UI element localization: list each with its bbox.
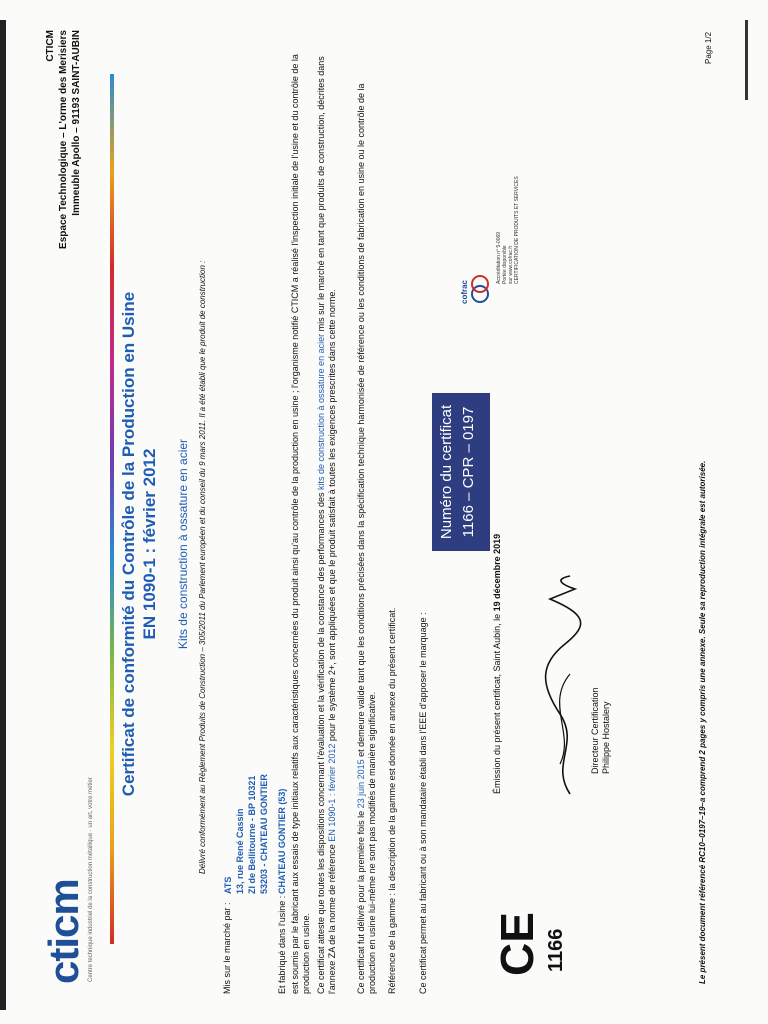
certificate-number: 1166 – CPR – 0197: [460, 406, 477, 538]
factory-location: CHATEAU GONTIER (53): [277, 788, 287, 894]
para3-first-date: 23 juin 2015: [356, 759, 366, 809]
emission-statement: [492, 534, 503, 794]
para3-text-a: Ce certificat fut délivré pour la première fois le: [356, 808, 366, 994]
paragraph-inspection: est soumis par le fabricant aux essais de type initiaux relatifs aux caractéristiques concernées du produit ainsi qu'au contrôle de la production en usine ; l'organisme notifié CTICM a réalisé l'inspection initiale de l'usine et du contrôle de la production en usine.: [290, 54, 311, 994]
manufacturer-city: 53203 - CHATEAU GONTIER: [259, 774, 269, 894]
signatory-block: [590, 687, 612, 774]
signatory-role: Directeur Certification: [590, 687, 600, 774]
paragraph-ce-marking: Ce certificat permet au fabricant ou à son mandataire établi dans l'EEE d'apposer le marquage :: [418, 612, 428, 994]
certificate-number-box: [432, 393, 490, 551]
para2-text-c: mis sur le marché en tant que produits de construction, décrites dans l'annexe ZA de la norme de référence: [316, 56, 337, 994]
certificate-number-label: Numéro du certificat: [438, 404, 455, 540]
paragraph-range-reference: Référence de la gamme : la description de la gamme est donnée en annexe du présent certificat.: [387, 607, 397, 994]
emission-date: 19 décembre 2019: [492, 533, 502, 612]
cofrac-emblem-icon: [469, 270, 491, 304]
cofrac-label: cofrac: [460, 279, 469, 304]
logo-tagline: Centre technique industriel de la construction métallique · un art, votre métier: [88, 777, 94, 982]
product-subtitle: Kits de construction à ossature en acier: [176, 438, 190, 650]
document-title: [118, 154, 160, 934]
cofrac-line-4: CERTIFICATION DE PRODUITS ET SERVICES: [514, 176, 520, 284]
footer-note: Le présent document référencé RC10–0197–19–a comprend 2 pages y compris une annexe. Seule sa reproduction intégrale est autorisée.: [698, 460, 707, 984]
signatory-name: Philippe Hostalery: [601, 701, 611, 774]
emission-text: Émission du présent certificat, Saint Aubin, le: [492, 611, 502, 794]
para2-text-a: Ce certificat atteste que toutes les dispositions concernant l'évaluation et la vérification de la constance des performances des: [316, 490, 326, 994]
para2-standard: EN 1090-1 : février 2012: [327, 743, 337, 842]
address-line-2: Immeuble Apollo – 91193 SAINT-AUBIN: [71, 30, 82, 216]
title-line-1: Certificat de conformité du Contrôle de la Production en Usine: [119, 291, 138, 797]
para2-product: kits de construction à ossature en acier: [316, 333, 326, 490]
manufacturer-zone: ZI de Bellitourne - BP 10321: [247, 775, 257, 894]
manufacturer-name: ATS: [223, 876, 233, 894]
signature: [530, 574, 590, 804]
logo-text: cticm: [40, 879, 87, 984]
paragraph-attestation: [316, 54, 338, 994]
org-name: CTICM: [45, 30, 56, 62]
header-color-strip: [110, 74, 114, 944]
manufacturer-street: 13, rue René Cassin: [235, 808, 245, 894]
cofrac-logo: [460, 270, 496, 304]
cticm-logo: [40, 879, 88, 984]
cofrac-line-3: sur www.cofrac.fr: [508, 245, 514, 284]
factory-label: Et fabriqué dans l'usine :: [277, 895, 287, 994]
ce-mark: CE: [491, 912, 543, 976]
delivered-statement: Délivré conformément au Règlement Produits de Construction – 305/2011 du Parlement européen et du conseil du 9 mars 2011. Il a été établi que le produit de construction :: [198, 260, 207, 874]
cofrac-line-1: Accréditation n° 5-0069: [496, 231, 502, 284]
placed-on-market-label: Mis sur le marché par :: [222, 902, 232, 994]
cofrac-accreditation: [496, 176, 520, 284]
title-line-2: EN 1090-1 : février 2012: [140, 448, 159, 640]
address-line-1: Espace Technologique – L'orme des Merisiers: [58, 30, 69, 249]
organization-address: [44, 30, 83, 249]
page-number: Page 1/2: [704, 31, 713, 64]
cofrac-line-2: Portée disponible: [502, 245, 508, 284]
para2-text-e: pour le système 2+, sont appliquées et que le produit satisfait à toutes les exigences prescrites dans cette norme.: [327, 289, 337, 744]
paragraph-validity: [356, 54, 378, 994]
manufacturer-address: [222, 774, 270, 894]
para3-text-c: et demeure valide tant que les conditions précisées dans la spécification technique harmonisée de référence ou les conditions de fabrication en usine ou le contrôle de la production en usine lui-même ne sont pas modifiés de manière significative.: [356, 83, 377, 994]
ce-notified-body-number: 1166: [545, 928, 567, 972]
